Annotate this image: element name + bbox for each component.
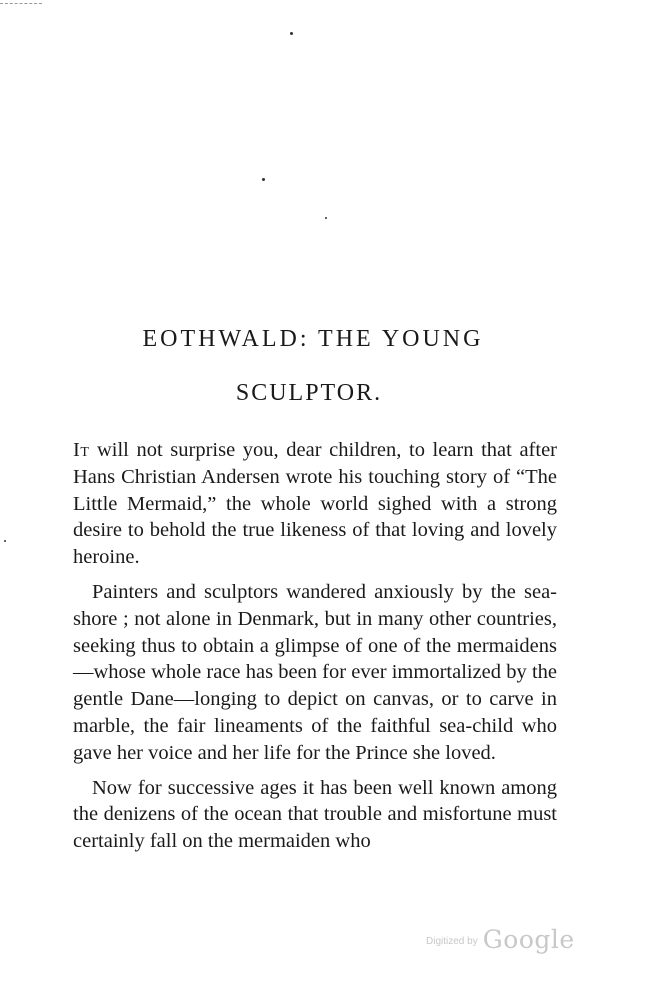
scan-speck <box>325 217 327 219</box>
scan-artifact-line <box>0 3 42 5</box>
paragraph-text: Now for successive ages it has been well known among the denizens of the ocean that trouble and misfortune must certainly fall on the mermaiden who <box>73 776 557 853</box>
scan-speck <box>262 178 265 181</box>
paragraph-2 <box>73 579 557 767</box>
paragraph-text: Painters and sculptors wandered anxiously by the sea-shore ; not alone in Denmark, but in many other countries, seeking thus to obtain a glimpse of one of the mermaidens—whose whole race has been for ever immortalized by the gentle Dane—longing to depict on canvas, or to carve in marble, the fair lineaments of the faithful sea-child who gave her voice and her life for the Prince she loved. <box>73 580 557 764</box>
watermark-brand: Google <box>482 925 575 954</box>
scan-speck <box>4 540 6 542</box>
body-text <box>73 437 557 855</box>
digitized-watermark <box>426 925 575 954</box>
paragraph-lead-word: It <box>73 439 90 461</box>
chapter-subtitle: SCULPTOR. <box>235 380 383 406</box>
scan-speck <box>290 32 293 35</box>
paragraph-1 <box>73 437 557 571</box>
chapter-title: EOTHWALD: THE YOUNG <box>142 326 484 352</box>
paragraph-3 <box>73 775 557 855</box>
watermark-prefix: Digitized by <box>426 936 478 947</box>
paragraph-text: will not surprise you, dear children, to learn that after Hans Christian Andersen wrote his touching story of “The Little Mermaid,” the whole world sighed with a strong desire to behold the true likeness of that loving and lovely heroine. <box>73 439 557 569</box>
